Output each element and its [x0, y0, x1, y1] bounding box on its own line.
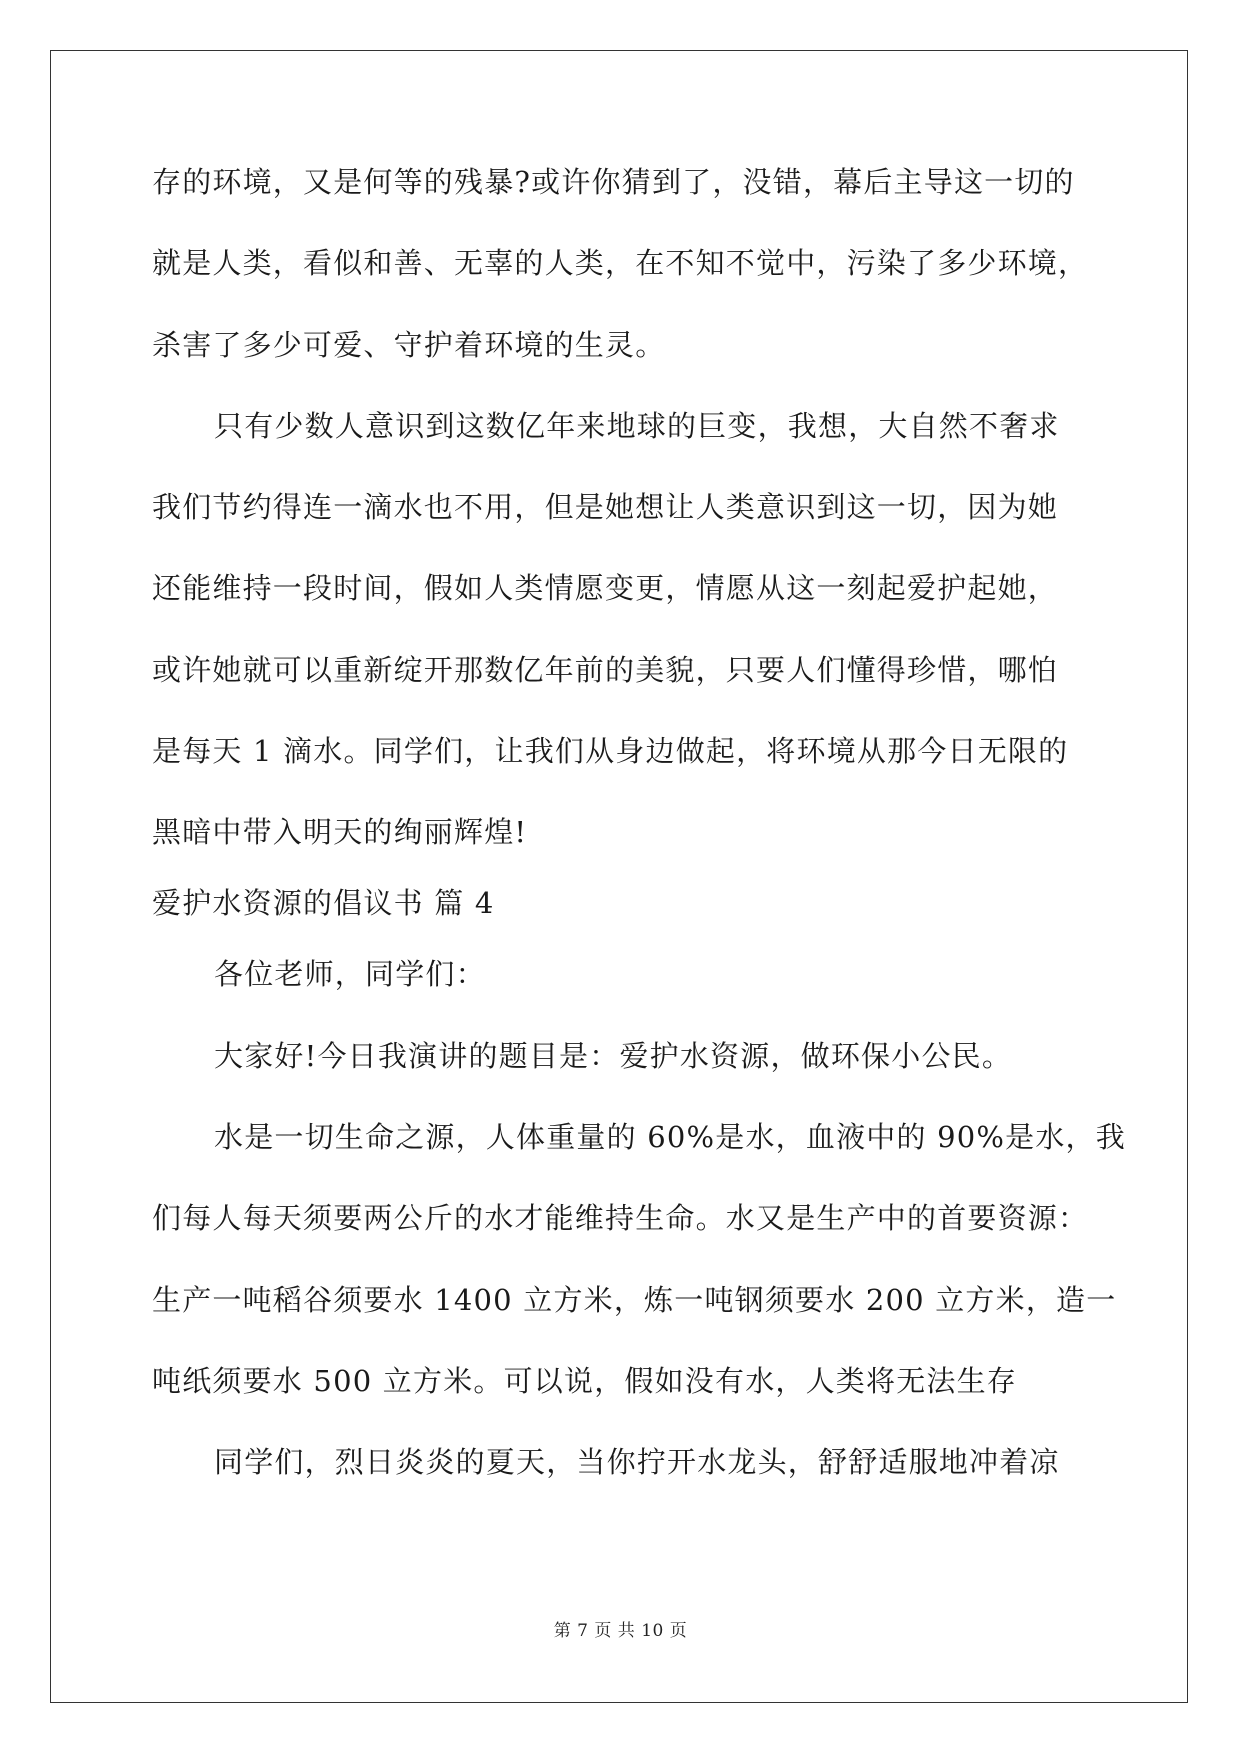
- page-number-footer: 第 7 页 共 10 页: [553, 1621, 688, 1641]
- text-line: 同学们，烈日炎炎的夏天，当你拧开水龙头，舒舒适服地冲着凉: [214, 1445, 1060, 1480]
- text-line: 或许她就可以重新绽开那数亿年前的美貌，只要人们懂得珍惜，哪怕: [152, 652, 1059, 687]
- text-line: 们每人每天须要两公斤的水才能维持生命。水又是生产中的首要资源：: [152, 1201, 1089, 1236]
- text-line: 还能维持一段时间，假如人类情愿变更，情愿从这一刻起爱护起她，: [152, 571, 1059, 606]
- salutation: 各位老师，同学们：: [214, 957, 486, 992]
- text-line: 只有少数人意识到这数亿年来地球的巨变，我想，大自然不奢求: [214, 408, 1060, 443]
- text-line: 大家好!今日我演讲的题目是：爱护水资源，做环保小公民。: [214, 1038, 1013, 1073]
- text-line: 就是人类，看似和善、无辜的人类，在不知不觉中，污染了多少环境，: [152, 246, 1089, 281]
- text-line: 是每天 1 滴水。同学们，让我们从身边做起，将环境从那今日无限的: [152, 734, 1069, 769]
- text-line: 存的环境，又是何等的残暴?或许你猜到了，没错，幕后主导这一切的: [152, 165, 1075, 199]
- text-line: 杀害了多少可爱、守护着环境的生灵。: [152, 327, 666, 362]
- text-line: 水是一切生命之源，人体重量的 60%是水，血液中的 90%是水，我: [214, 1119, 1126, 1154]
- section-heading: 爱护水资源的倡议书 篇 4: [152, 886, 495, 921]
- text-line: 我们节约得连一滴水也不用，但是她想让人类意识到这一切，因为她: [152, 490, 1059, 525]
- document-body: [152, 158, 1126, 1519]
- text-line: 吨纸须要水 500 立方米。可以说，假如没有水，人类将无法生存: [152, 1363, 1017, 1398]
- text-line: 黑暗中带入明天的绚丽辉煌!: [152, 815, 528, 850]
- text-line: 生产一吨稻谷须要水 1400 立方米，炼一吨钢须要水 200 立方米，造一: [152, 1282, 1117, 1317]
